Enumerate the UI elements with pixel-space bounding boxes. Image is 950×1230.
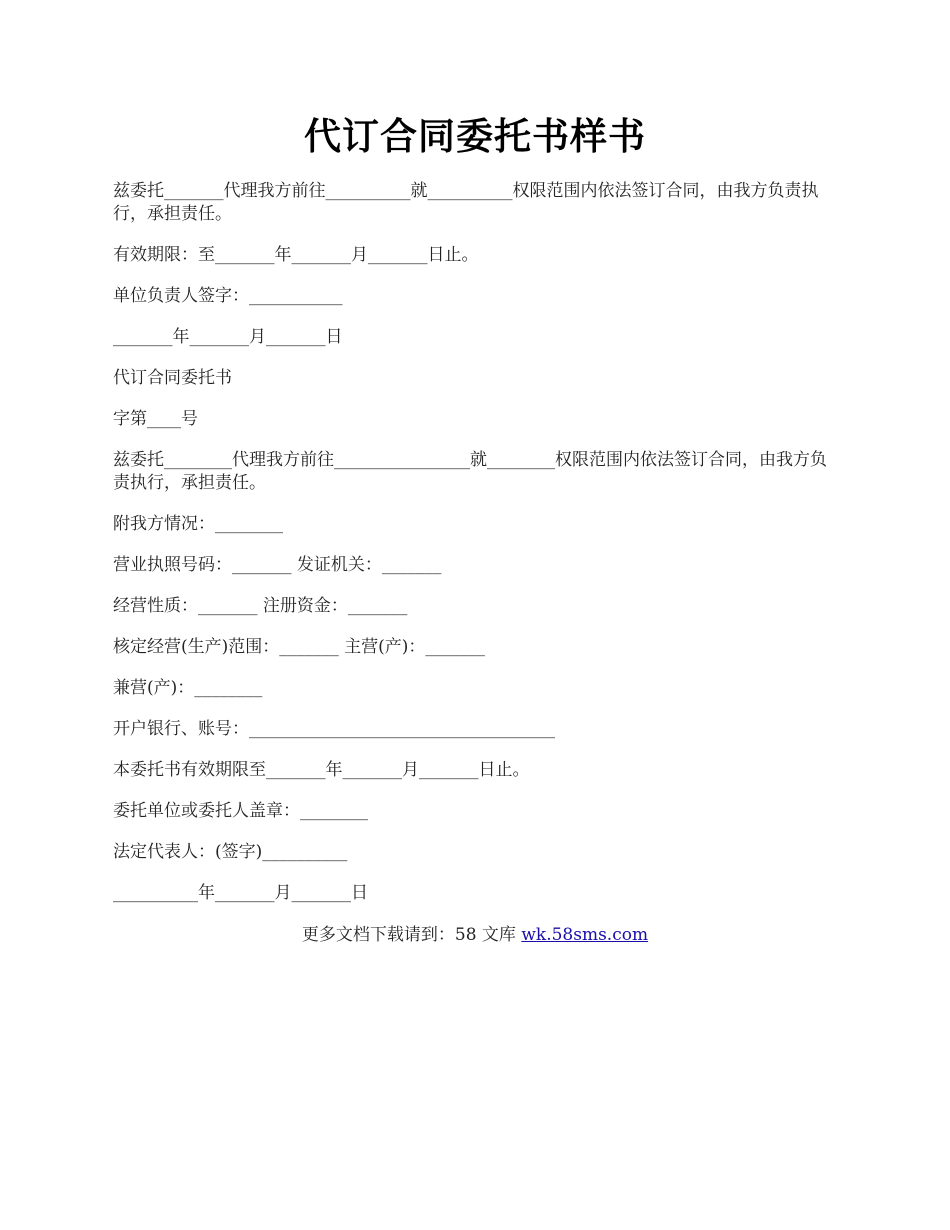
paragraph-document-number: 字第____号 — [113, 409, 198, 429]
paragraph-seal: 委托单位或委托人盖章：________ — [113, 801, 368, 821]
footer-text: 更多文档下载请到：58 文库 — [301, 925, 522, 945]
paragraph-bank-account: 开户银行、账号：____________________________________ — [113, 719, 555, 739]
footer-link[interactable]: wk.58sms.com — [521, 925, 649, 945]
footer — [0, 924, 950, 947]
document-body — [113, 180, 843, 923]
paragraph-business-nature: 经营性质：_______ 注册资金：_______ — [113, 596, 408, 616]
paragraph-secondary-business: 兼营(产)：________ — [113, 678, 263, 698]
paragraph-business-scope: 核定经营(生产)范围：_______ 主营(产)：_______ — [113, 637, 485, 657]
paragraph-date-2: __________年_______月_______日 — [113, 883, 368, 903]
paragraph-validity-period-2: 本委托书有效期限至_______年_______月_______日止。 — [113, 760, 530, 780]
paragraph-legal-representative: 法定代表人：(签字)__________ — [113, 842, 348, 862]
paragraph-business-license: 营业执照号码：_______ 发证机关：_______ — [113, 555, 442, 575]
paragraph-subheading: 代订合同委托书 — [113, 368, 232, 388]
paragraph-authorization-2: 兹委托________代理我方前往________________就________权限范围内依法签订合同，由我方负责执行，承担责任。 — [113, 450, 827, 493]
paragraph-authorization: 兹委托_______代理我方前往__________就__________权限范围内依法签订合同，由我方负责执行，承担责任。 — [113, 181, 819, 224]
paragraph-validity-period: 有效期限：至_______年_______月_______日止。 — [113, 245, 479, 265]
paragraph-our-info: 附我方情况：________ — [113, 514, 283, 534]
paragraph-unit-signature: 单位负责人签字：___________ — [113, 286, 343, 306]
paragraph-date: _______年_______月_______日 — [113, 327, 343, 347]
document-title: 代订合同委托书样书 — [304, 114, 646, 158]
